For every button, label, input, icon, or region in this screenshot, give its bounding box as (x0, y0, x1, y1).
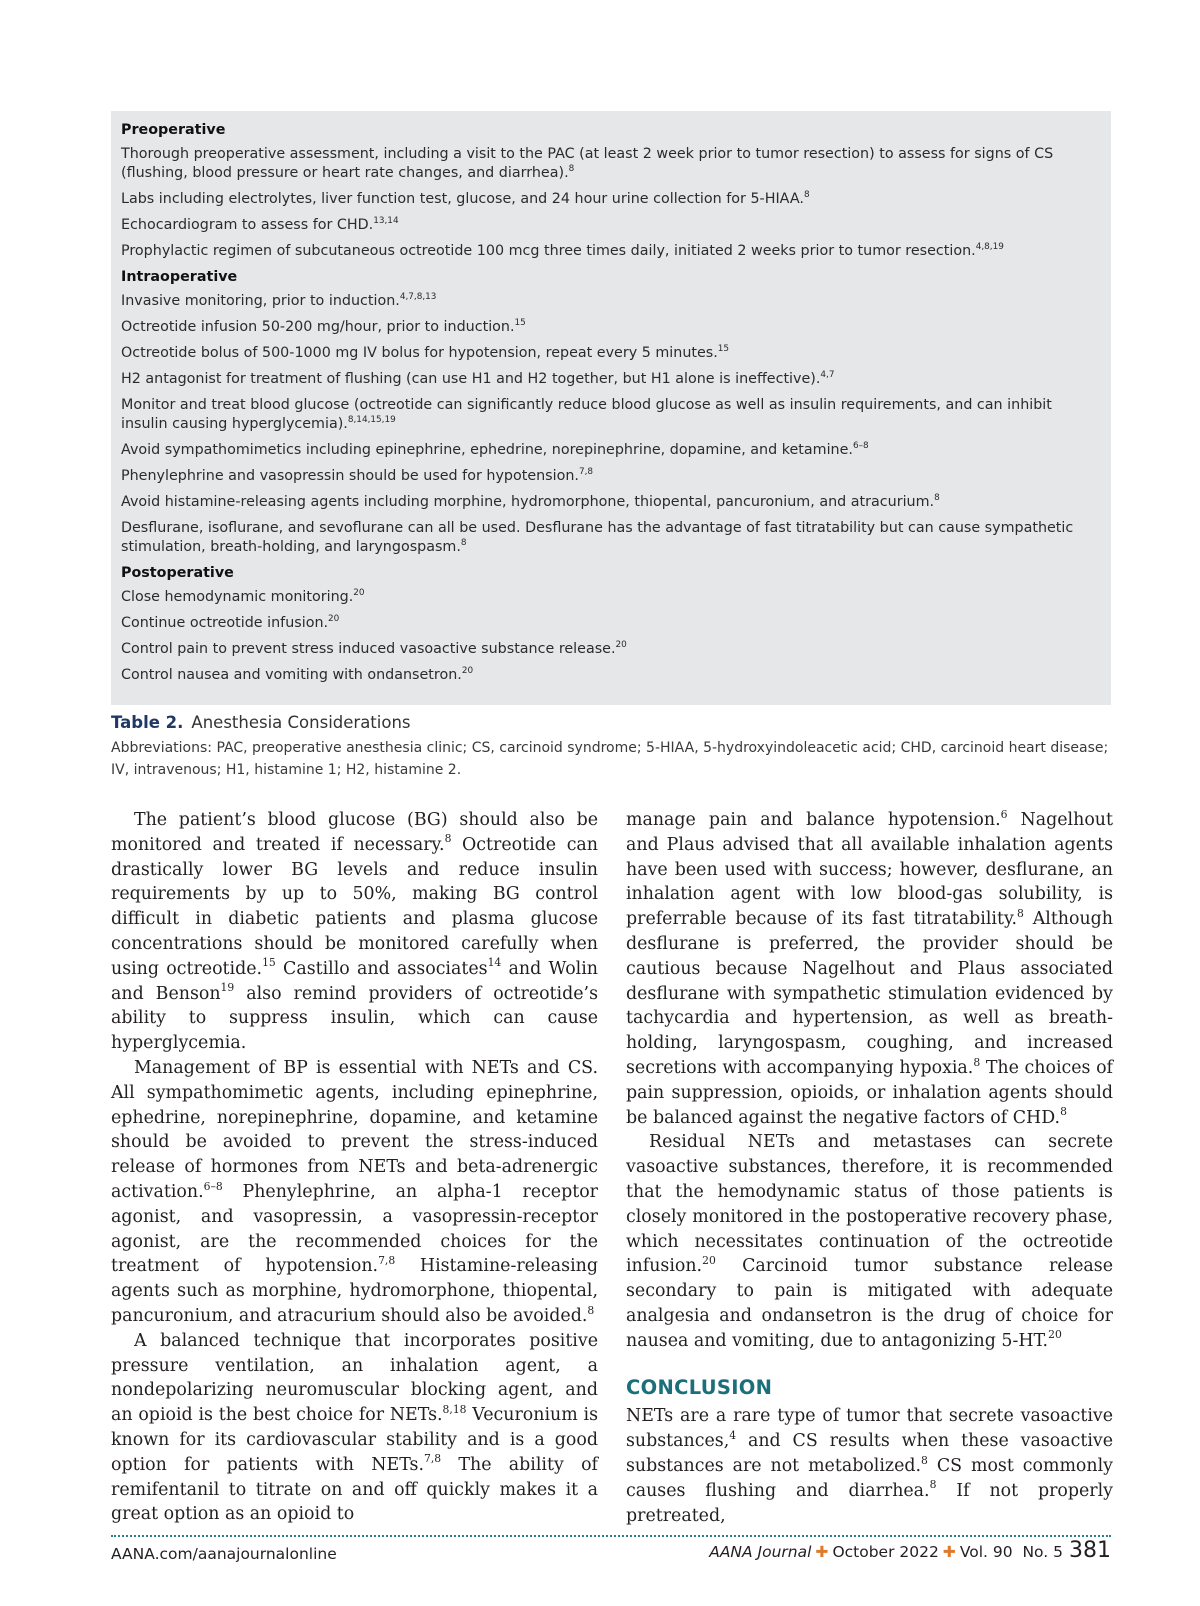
citation-ref: 8 (568, 163, 575, 174)
row-text: Echocardiogram to assess for CHD. (121, 217, 374, 233)
citation-ref: 20 (328, 613, 340, 624)
table-row (121, 614, 1101, 633)
row-text: Octreotide infusion 50-200 mg/hour, prior to induction. (121, 319, 515, 335)
preoperative-rows (121, 145, 1101, 261)
citation-ref: 15 (717, 343, 730, 354)
citation-ref: 19 (220, 981, 235, 995)
postoperative-rows (121, 588, 1101, 685)
row-text: Labs including electrolytes, liver function test, glucose, and 24 hour urine collection for 5-HIAA. (121, 191, 804, 207)
table-label: Table 2. (111, 713, 184, 732)
citation-ref: 8 (934, 492, 940, 503)
citation-ref: 6–8 (852, 440, 869, 451)
table-row (121, 216, 1101, 235)
row-text: Control nausea and vomiting with ondansetron. (121, 667, 462, 683)
page-number: 381 (1069, 1538, 1111, 1563)
left-column (111, 808, 598, 1527)
table-section-intraoperative: Intraoperative (121, 269, 238, 285)
table-row (121, 190, 1101, 209)
body-paragraph: manage pain and balance hypotension.$^6$ Nagelhout and Plaus advised that all available inhalation agents have been used with success; however, desflurane, an inhalation agent with low blood-gas solubility, is preferrable because of its fast titratability.$^8$ Although desflurane is preferred, the provider should be cautious because Nagelhout and Plaus associated desflurane with sympathetic stimulation evidenced by tachycardia and hypertension, as well as breath-holding, laryngospasm, coughing, and increased secretions with accompanying hypoxia.$^8$ The choices of pain suppression, opioids, or inhalation agents should be balanced against the negative factors of CHD.$^8$ (626, 807, 1114, 1128)
table-caption (111, 712, 1111, 781)
row-text: Continue octreotide infusion. (121, 615, 329, 631)
citation-ref: 8 (587, 1303, 595, 1317)
table-title: Anesthesia Considerations (191, 713, 411, 732)
table-row (121, 370, 1101, 389)
citation-ref: 4,7,8,13 (399, 291, 437, 302)
row-text: Phenylephrine and vasopressin should be used for hypotension. (121, 468, 579, 484)
citation-ref: 8,14,15,19 (347, 414, 396, 425)
plus-icon: ✚ (815, 1543, 829, 1561)
row-text: Avoid sympathomimetics including epinephrine, ephedrine, norepinephrine, dopamine, and ketamine. (121, 442, 853, 458)
row-text: Desflurane, isoflurane, and sevoflurane can all be used. Desflurane has the advantage of fast titratability but can cause sympathetic stimulation, breath-holding, and laryngospasm. (121, 520, 1074, 555)
citation-ref: 20 (353, 587, 365, 598)
citation-ref: 6–8 (203, 1179, 223, 1193)
citation-ref: 20 (702, 1254, 716, 1268)
citation-ref: 8 (444, 832, 452, 846)
citation-ref: 8 (460, 537, 467, 548)
table-row (121, 467, 1101, 486)
row-text: Close hemodynamic monitoring. (121, 589, 354, 605)
table-row (121, 242, 1101, 261)
citation-ref: 20 (461, 665, 474, 676)
footer-journal-info (709, 1538, 1111, 1563)
citation-ref: 8 (921, 1453, 928, 1467)
citation-ref: 8,18 (442, 1402, 467, 1416)
footer-website[interactable]: AANA.com/aanajournalonline (111, 1545, 337, 1563)
plus-icon: ✚ (942, 1543, 956, 1561)
right-column (626, 808, 1113, 1528)
citation-ref: 7,8 (578, 466, 594, 477)
table-row (121, 145, 1101, 183)
volume-number: Vol. 90 No. 5 (959, 1543, 1063, 1561)
table-row (121, 588, 1101, 607)
row-text: Monitor and treat blood glucose (octreotide can significantly reduce blood glucose as well as insulin requirements, and can inhibit insulin causing hyperglycemia). (121, 397, 1052, 432)
citation-ref: 4 (729, 1428, 737, 1442)
journal-name: AANA Journal (709, 1543, 812, 1561)
citation-ref: 8 (803, 189, 810, 200)
citation-ref: 15 (514, 317, 526, 328)
row-text: Prophylactic regimen of subcutaneous octreotide 100 mcg three times daily, initiated 2 weeks prior to tumor resection. (121, 243, 976, 259)
citation-ref: 15 (262, 956, 276, 970)
row-text: Invasive monitoring, prior to induction. (121, 293, 400, 309)
body-paragraph: NETs are a rare type of tumor that secrete vasoactive substances,$^4$ and CS results when these vasoactive substances are not metabolized.$^8$ CS most commonly causes flushing and diarrhea.$^8$ If not properly pretreated, (626, 1406, 1113, 1526)
citation-ref: 6 (1000, 807, 1008, 821)
row-text: Octreotide bolus of 500-1000 mg IV bolus for hypotension, repeat every 5 minutes. (121, 345, 718, 361)
citation-ref: 7,8 (424, 1452, 442, 1466)
table-row (121, 666, 1101, 685)
row-text: H2 antagonist for treatment of flushing (can use H1 and H2 together, but H1 alone is ineffective). (121, 371, 821, 387)
body-paragraph: Management of BP is essential with NETs and CS. All sympathomimetic agents, including epinephrine, ephedrine, norepinephrine, dopamine, and ketamine should be avoided to prevent the stress-induced release of hormones from NETs and beta-adrenergic activation.$^{6-8}$ Phenylephrine, an alpha-1 receptor agonist, and vasopressin, a vasopressin-receptor agonist, are the recommended choices for the treatment of hypotension.$^{7,8}$ Histamine-releasing agents such as morphine, hydromorphone, thiopental, pancuronium, and atracurium should also be avoided.$^8$ (111, 1057, 598, 1326)
body-paragraph: The patient’s blood glucose (BG) should also be monitored and treated if necessary.$^8$ Octreotide can drastically lower BG levels and reduce insulin requirements by up to 50%, making BG control difficult in diabetic patients and plasma glucose concentrations should be monitored carefully when using octreotide.$^{15}$ Castillo and associates$^{14}$ and Wolin and Benson$^{19}$ also remind providers of octreotide’s ability to suppress insulin, which can cause hyperglycemia. (111, 810, 599, 1054)
table-row (121, 292, 1101, 311)
citation-ref: 20 (1048, 1328, 1062, 1342)
citation-ref: 8 (1060, 1105, 1067, 1119)
table-section-postoperative: Postoperative (121, 565, 234, 581)
row-text: Avoid histamine-releasing agents including morphine, hydromorphone, thiopental, pancuronium, and atracurium. (121, 494, 935, 510)
table-row (121, 519, 1101, 557)
table-row (121, 493, 1101, 512)
citation-ref: 4,7 (820, 369, 835, 380)
footer-divider (111, 1535, 1111, 1537)
table-row (121, 344, 1101, 363)
citation-ref: 4,8,19 (975, 241, 1004, 252)
body-paragraph: Residual NETs and metastases can secrete vasoactive substances, therefore, it is recommended that the hemodynamic status of those patients is closely monitored in the postoperative recovery phase, which necessitates continuation of the octreotide infusion.$^{20}$ Carcinoid tumor substance release secondary to pain is mitigated with adequate analgesia and ondansetron is the drug of choice for nausea and vomiting, due to antagonizing 5-HT.$^{20}$ (626, 1132, 1113, 1351)
table-row (121, 396, 1101, 434)
anesthesia-considerations-table (111, 111, 1111, 705)
citation-ref: 8 (973, 1055, 981, 1069)
citation-ref: 7,8 (378, 1254, 396, 1268)
citation-ref: 8 (929, 1478, 937, 1492)
table-row (121, 318, 1101, 337)
table-row (121, 441, 1101, 460)
citation-ref: 13,14 (373, 215, 399, 226)
table-abbreviations: Abbreviations: PAC, preoperative anesthesia clinic; CS, carcinoid syndrome; 5-HIAA, 5-hydroxyindoleacetic acid; CHD, carcinoid heart disease; IV, intravenous; H1, histamine 1; H2, histamine 2. (111, 740, 1109, 778)
row-text: Thorough preoperative assessment, including a visit to the PAC (at least 2 week prior to tumor resection) to assess for signs of CS (flushing, blood pressure or heart rate changes, and diarrhea). (121, 146, 1054, 181)
table-section-preoperative: Preoperative (121, 122, 226, 138)
body-paragraph: A balanced technique that incorporates positive pressure ventilation, an inhalation agent, a nondepolarizing neuromuscular blocking agent, and an opioid is the best choice for NETs.$^{8,18}$ Vecuronium is known for its cardiovascular stability and is a good option for patients with NETs.$^{7,8}$ The ability of remifentanil to titrate on and off quickly makes it a great option as an opioid to (111, 1330, 598, 1525)
row-text: Control pain to prevent stress induced vasoactive substance release. (121, 641, 616, 657)
intraoperative-rows (121, 292, 1101, 557)
conclusion-heading: CONCLUSION (626, 1375, 773, 1399)
issue-date: October 2022 (832, 1543, 939, 1561)
table-row (121, 640, 1101, 659)
citation-ref: 20 (615, 639, 627, 650)
citation-ref: 8 (1017, 906, 1024, 920)
citation-ref: 14 (487, 956, 502, 970)
